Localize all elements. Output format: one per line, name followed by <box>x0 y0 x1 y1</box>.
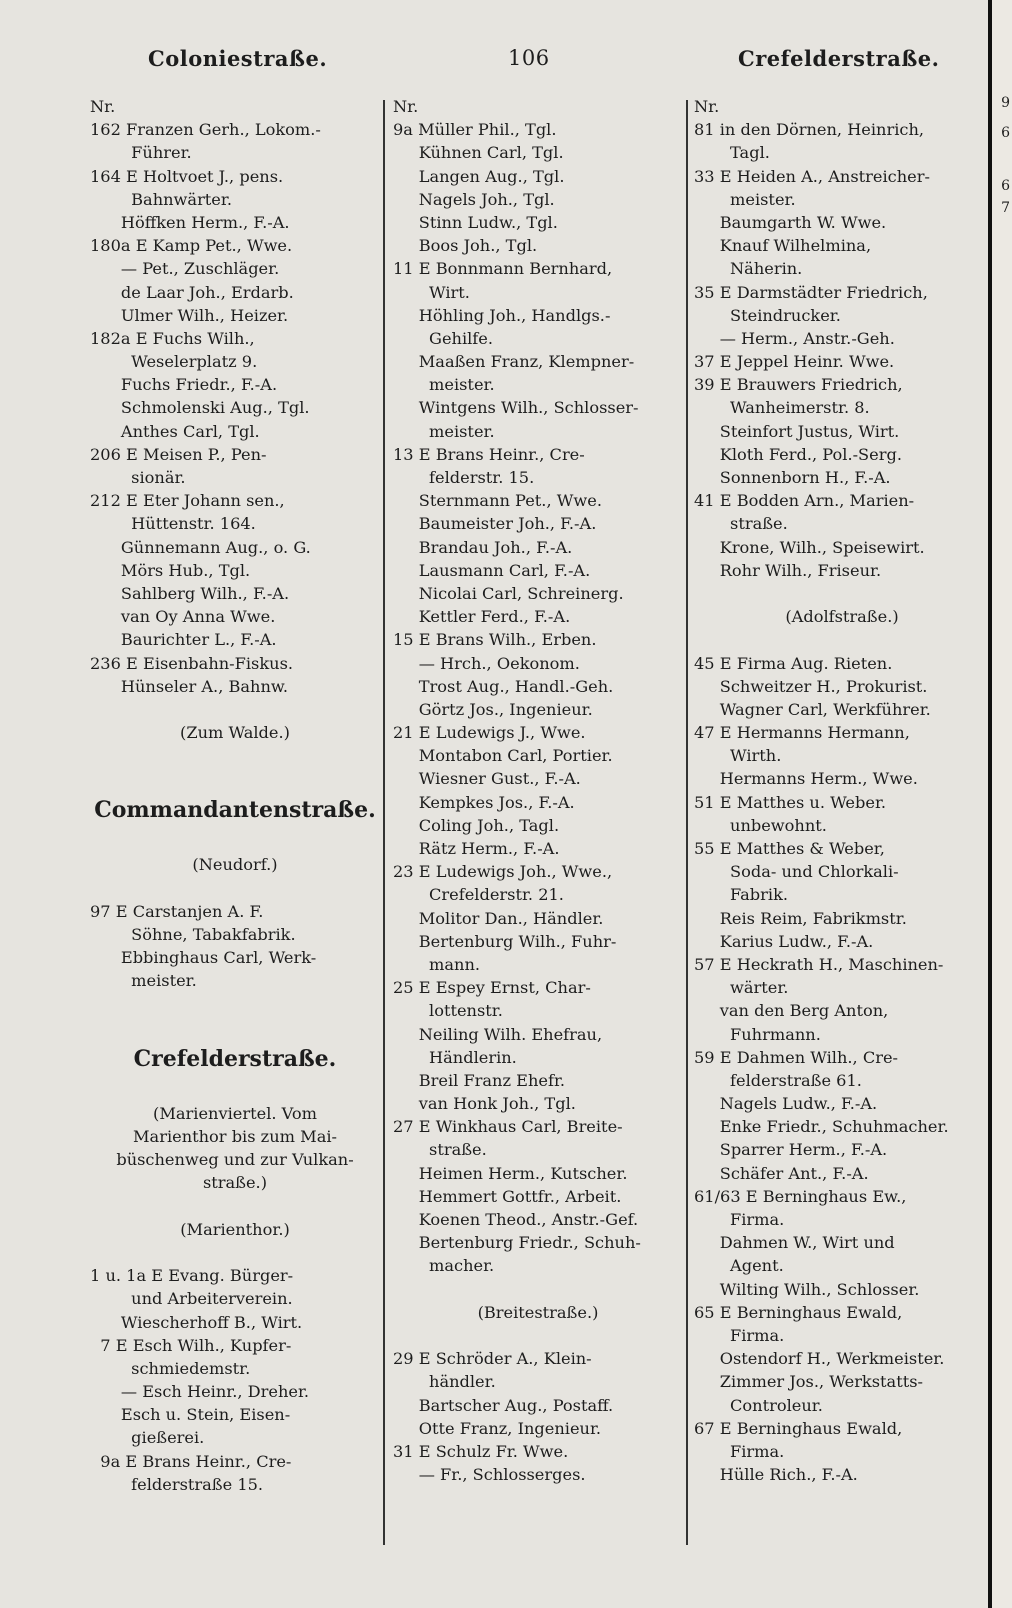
directory-line: Montabon Carl, Portier. <box>393 746 613 766</box>
directory-line: Ostendorf H., Werkmeister. <box>694 1349 945 1369</box>
directory-line: Sparrer Herm., F.-A. <box>694 1140 888 1160</box>
directory-line: 206 E Meisen P., Pen- <box>90 444 267 464</box>
directory-line: händler. <box>393 1372 496 1392</box>
directory-line: 51 E Matthes u. Weber. <box>694 792 887 812</box>
directory-line: 9a Müller Phil., Tgl. <box>393 120 557 140</box>
directory-line: Bertenburg Wilh., Fuhr- <box>393 931 617 951</box>
directory-line: Fuhrmann. <box>694 1024 821 1044</box>
directory-line: Crefelderstr. 21. <box>393 885 564 905</box>
directory-line: Dahmen W., Wirt und <box>694 1233 895 1253</box>
directory-line: 15 E Brans Wilh., Erben. <box>393 630 597 650</box>
directory-line: 164 E Holtvoet J., pens. <box>90 166 284 186</box>
directory-line: Bartscher Aug., Postaff. <box>393 1395 614 1415</box>
district-heading: (Breitestraße.) <box>477 1302 599 1322</box>
directory-line: 180a E Kamp Pet., Wwe. <box>90 236 293 256</box>
directory-line: gießerei. <box>90 1428 205 1448</box>
column-rule <box>686 100 688 1545</box>
directory-line: Schmolenski Aug., Tgl. <box>90 398 310 418</box>
directory-line: Bertenburg Friedr., Schuh- <box>393 1233 641 1253</box>
directory-line: Brandau Joh., F.-A. <box>393 537 573 557</box>
directory-line: unbewohnt. <box>694 815 827 835</box>
spacer <box>90 1241 380 1264</box>
directory-line: Boos Joh., Tgl. <box>393 236 538 256</box>
directory-line: Söhne, Tabakfabrik. <box>90 925 296 945</box>
directory-line: 21 E Ludewigs J., Wwe. <box>393 723 586 743</box>
directory-line: Knauf Wilhelmina, <box>694 236 872 256</box>
directory-line: Näherin. <box>694 259 803 279</box>
directory-line: Coling Joh., Tagl. <box>393 815 560 835</box>
directory-line: van Honk Joh., Tgl. <box>393 1094 576 1114</box>
directory-line: Kloth Ferd., Pol.-Serg. <box>694 444 902 464</box>
spacer <box>694 628 990 651</box>
section-title: Commandantenstraße. <box>94 797 376 824</box>
spacer <box>694 582 990 605</box>
directory-line: Sternmann Pet., Wwe. <box>393 491 602 511</box>
directory-line: Schäfer Ant., F.-A. <box>694 1163 869 1183</box>
margin-glyph: 9 <box>1001 95 1010 111</box>
directory-line: macher. <box>393 1256 495 1276</box>
directory-line: — Hrch., Oekonom. <box>393 653 580 673</box>
directory-line: 97 E Carstanjen A. F. <box>90 901 264 921</box>
directory-line: van Oy Anna Wwe. <box>90 607 276 627</box>
directory-line: 55 E Matthes & Weber, <box>694 839 885 859</box>
directory-line: Baurichter L., F.-A. <box>90 630 277 650</box>
directory-line: Wilting Wilh., Schlosser. <box>694 1279 920 1299</box>
directory-line: Händlerin. <box>393 1047 517 1067</box>
directory-line: Ulmer Wilh., Heizer. <box>90 305 289 325</box>
directory-line: Fabrik. <box>694 885 789 905</box>
directory-line: Gehilfe. <box>393 328 494 348</box>
directory-line: Hünseler A., Bahnw. <box>90 676 288 696</box>
running-header-left: Coloniestraße. <box>148 46 328 71</box>
directory-line: Langen Aug., Tgl. <box>393 166 565 186</box>
directory-line: 25 E Espey Ernst, Char- <box>393 978 591 998</box>
directory-line: Karius Ludw., F.-A. <box>694 931 874 951</box>
directory-line: Hermanns Herm., Wwe. <box>694 769 918 789</box>
directory-line: 27 E Winkhaus Carl, Breite- <box>393 1117 623 1137</box>
directory-line: van den Berg Anton, <box>694 1001 889 1021</box>
directory-line: de Laar Joh., Erdarb. <box>90 282 294 302</box>
directory-line: 1 u. 1a E Evang. Bürger- <box>90 1266 294 1286</box>
directory-line: 39 E Brauwers Friedrich, <box>694 375 903 395</box>
directory-line: Kettler Ferd., F.-A. <box>393 607 571 627</box>
directory-line: straße. <box>393 1140 487 1160</box>
directory-line: Hüttenstr. 164. <box>90 514 256 534</box>
directory-line: 41 E Bodden Arn., Marien- <box>694 491 915 511</box>
district-heading: (Marienthor.) <box>180 1219 290 1239</box>
directory-line: felderstraße 61. <box>694 1070 862 1090</box>
directory-line: 35 E Darmstädter Friedrich, <box>694 282 928 302</box>
district-heading: (Neudorf.) <box>192 855 278 875</box>
directory-line: Kempkes Jos., F.-A. <box>393 792 575 812</box>
district-heading: straße.) <box>202 1173 268 1193</box>
directory-line: Sahlberg Wilh., F.-A. <box>90 583 290 603</box>
directory-line: 162 Franzen Gerh., Lokom.- <box>90 120 321 140</box>
running-header-right: Crefelderstraße. <box>738 46 940 71</box>
spacer <box>90 744 380 790</box>
directory-line: Schweitzer H., Prokurist. <box>694 676 928 696</box>
directory-line: Nagels Joh., Tgl. <box>393 189 555 209</box>
directory-line: Nr. <box>393 97 419 116</box>
directory-line: Hülle Rich., F.-A. <box>694 1465 858 1485</box>
directory-line: Mörs Hub., Tgl. <box>90 560 251 580</box>
directory-line: Stinn Ludw., Tgl. <box>393 212 558 232</box>
directory-line: Führer. <box>90 143 192 163</box>
directory-line: Firma. <box>694 1441 785 1461</box>
directory-line: Görtz Jos., Ingenieur. <box>393 699 593 719</box>
directory-line: meister. <box>393 375 495 395</box>
directory-line: 31 E Schulz Fr. Wwe. <box>393 1441 569 1461</box>
directory-line: Höhling Joh., Handlgs.- <box>393 305 611 325</box>
directory-line: Lausmann Carl, F.-A. <box>393 560 591 580</box>
directory-line: Nr. <box>694 97 720 116</box>
directory-line: Soda- und Chlorkali- <box>694 862 899 882</box>
margin-glyph: 7 <box>1001 200 1010 216</box>
directory-line: 7 E Esch Wilh., Kupfer- <box>90 1335 292 1355</box>
directory-line: 11 E Bonnmann Bernhard, <box>393 259 613 279</box>
directory-line: Rohr Wilh., Friseur. <box>694 560 882 580</box>
directory-line: 23 E Ludewigs Joh., Wwe., <box>393 862 613 882</box>
directory-line: — Esch Heinr., Dreher. <box>90 1382 310 1402</box>
directory-line: Krone, Wilh., Speisewirt. <box>694 537 925 557</box>
directory-line: 61/63 E Berninghaus Ew., <box>694 1186 907 1206</box>
directory-line: 9a E Brans Heinr., Cre- <box>90 1451 292 1471</box>
directory-line: 57 E Heckrath H., Maschinen- <box>694 954 944 974</box>
spacer <box>393 1324 683 1347</box>
spacer <box>90 993 380 1039</box>
directory-line: Nagels Ludw., F.-A. <box>694 1094 878 1114</box>
directory-line: Wintgens Wilh., Schlosser- <box>393 398 639 418</box>
directory-line: Firma. <box>694 1210 785 1230</box>
directory-line: 236 E Eisenbahn-Fiskus. <box>90 653 294 673</box>
directory-line: Molitor Dan., Händler. <box>393 908 604 928</box>
directory-line: Baumeister Joh., F.-A. <box>393 514 597 534</box>
directory-line: 13 E Brans Heinr., Cre- <box>393 444 585 464</box>
directory-line: mann. <box>393 954 481 974</box>
district-heading: (Adolfstraße.) <box>785 607 899 627</box>
directory-line: Nr. <box>90 97 116 116</box>
directory-line: Kühnen Carl, Tgl. <box>393 143 564 163</box>
district-heading: (Marienviertel. Vom <box>153 1103 317 1123</box>
directory-line: Heimen Herm., Kutscher. <box>393 1163 628 1183</box>
directory-line: Weselerplatz 9. <box>90 352 258 372</box>
directory-line: — Herm., Anstr.-Geh. <box>694 328 895 348</box>
directory-line: Wanheimerstr. 8. <box>694 398 870 418</box>
directory-line: Wiesner Gust., F.-A. <box>393 769 581 789</box>
margin-glyph: 6 <box>1001 178 1010 194</box>
directory-line: 47 E Hermanns Hermann, <box>694 723 910 743</box>
directory-line: Anthes Carl, Tgl. <box>90 421 260 441</box>
column-right <box>694 95 990 1486</box>
directory-line: 212 E Eter Johann sen., <box>90 491 285 511</box>
spacer <box>90 698 380 721</box>
directory-line: Höffken Herm., F.-A. <box>90 212 290 232</box>
directory-line: schmiedemstr. <box>90 1358 251 1378</box>
directory-line: felderstr. 15. <box>393 468 535 487</box>
directory-line: Wirth. <box>694 746 782 766</box>
directory-line: 33 E Heiden A., Anstreicher- <box>694 166 930 186</box>
district-heading: (Zum Walde.) <box>180 723 290 743</box>
directory-line: 67 E Berninghaus Ewald, <box>694 1418 903 1438</box>
directory-line: straße. <box>694 514 788 534</box>
binding-edge <box>988 0 992 1608</box>
directory-line: Koenen Theod., Anstr.-Gef. <box>393 1210 639 1229</box>
directory-line: 81 in den Dörnen, Heinrich, <box>694 120 925 140</box>
directory-line: Günnemann Aug., o. G. <box>90 537 311 557</box>
directory-line: Rätz Herm., F.-A. <box>393 839 560 858</box>
directory-line: Hemmert Gottfr., Arbeit. <box>393 1186 622 1206</box>
spacer <box>90 1079 380 1102</box>
column-rule <box>383 100 385 1545</box>
directory-line: felderstraße 15. <box>90 1474 264 1494</box>
directory-line: Neiling Wilh. Ehefrau, <box>393 1024 603 1044</box>
directory-line: 65 E Berninghaus Ewald, <box>694 1302 903 1322</box>
directory-line: sionär. <box>90 468 186 487</box>
directory-line: 182a E Fuchs Wilh., <box>90 328 255 348</box>
directory-line: meister. <box>694 189 796 209</box>
spacer <box>90 830 380 853</box>
directory-line: Sonnenborn H., F.-A. <box>694 468 891 487</box>
directory-line: Ebbinghaus Carl, Werk- <box>90 948 317 968</box>
directory-line: Trost Aug., Handl.-Geh. <box>393 676 614 696</box>
directory-line: Steinfort Justus, Wirt. <box>694 421 900 441</box>
directory-line: 29 E Schröder A., Klein- <box>393 1349 592 1369</box>
directory-line: Zimmer Jos., Werkstatts- <box>694 1372 923 1392</box>
directory-line: 37 E Jeppel Heinr. Wwe. <box>694 352 895 372</box>
directory-line: Bahnwärter. <box>90 189 232 209</box>
directory-line: meister. <box>393 421 495 441</box>
directory-line: Fuchs Friedr., F.-A. <box>90 375 278 395</box>
directory-line: Tagl. <box>694 143 770 163</box>
directory-line: Wiescherhoff B., Wirt. <box>90 1312 303 1332</box>
directory-line: Breil Franz Ehefr. <box>393 1070 566 1090</box>
directory-line: Firma. <box>694 1325 785 1345</box>
district-heading: Marienthor bis zum Mai- <box>132 1126 338 1146</box>
page-edge <box>992 0 1012 1608</box>
directory-line: lottenstr. <box>393 1001 503 1021</box>
directory-line: Reis Reim, Fabrikmstr. <box>694 908 907 928</box>
directory-line: 59 E Dahmen Wilh., Cre- <box>694 1047 899 1067</box>
margin-glyph: 6 <box>1001 125 1010 141</box>
directory-line: Otte Franz, Ingenieur. <box>393 1418 602 1438</box>
directory-line: Nicolai Carl, Schreinerg. <box>393 583 624 603</box>
district-heading: büschenweg und zur Vulkan- <box>116 1150 354 1170</box>
directory-line: wärter. <box>694 978 789 998</box>
directory-line: Agent. <box>694 1256 784 1276</box>
directory-line: — Pet., Zuschläger. <box>90 259 280 279</box>
spacer <box>90 877 380 900</box>
directory-line: Maaßen Franz, Klempner- <box>393 352 635 372</box>
column-left <box>90 95 380 1496</box>
directory-line: Esch u. Stein, Eisen- <box>90 1405 291 1425</box>
directory-line: Baumgarth W. Wwe. <box>694 212 887 232</box>
spacer <box>90 1195 380 1218</box>
directory-line: meister. <box>90 971 197 991</box>
column-middle <box>393 95 683 1486</box>
spacer <box>393 1278 683 1301</box>
directory-line: 45 E Firma Aug. Rieten. <box>694 653 893 673</box>
directory-line: — Fr., Schlosserges. <box>393 1465 586 1485</box>
directory-line: Controleur. <box>694 1395 823 1415</box>
directory-line: Wagner Carl, Werkführer. <box>694 699 931 719</box>
page-number: 106 <box>508 46 550 70</box>
directory-line: Enke Friedr., Schuhmacher. <box>694 1117 949 1137</box>
directory-line: und Arbeiterverein. <box>90 1289 293 1309</box>
section-title: Crefelderstraße. <box>133 1045 337 1072</box>
directory-line: Steindrucker. <box>694 305 841 325</box>
directory-line: Wirt. <box>393 282 470 302</box>
